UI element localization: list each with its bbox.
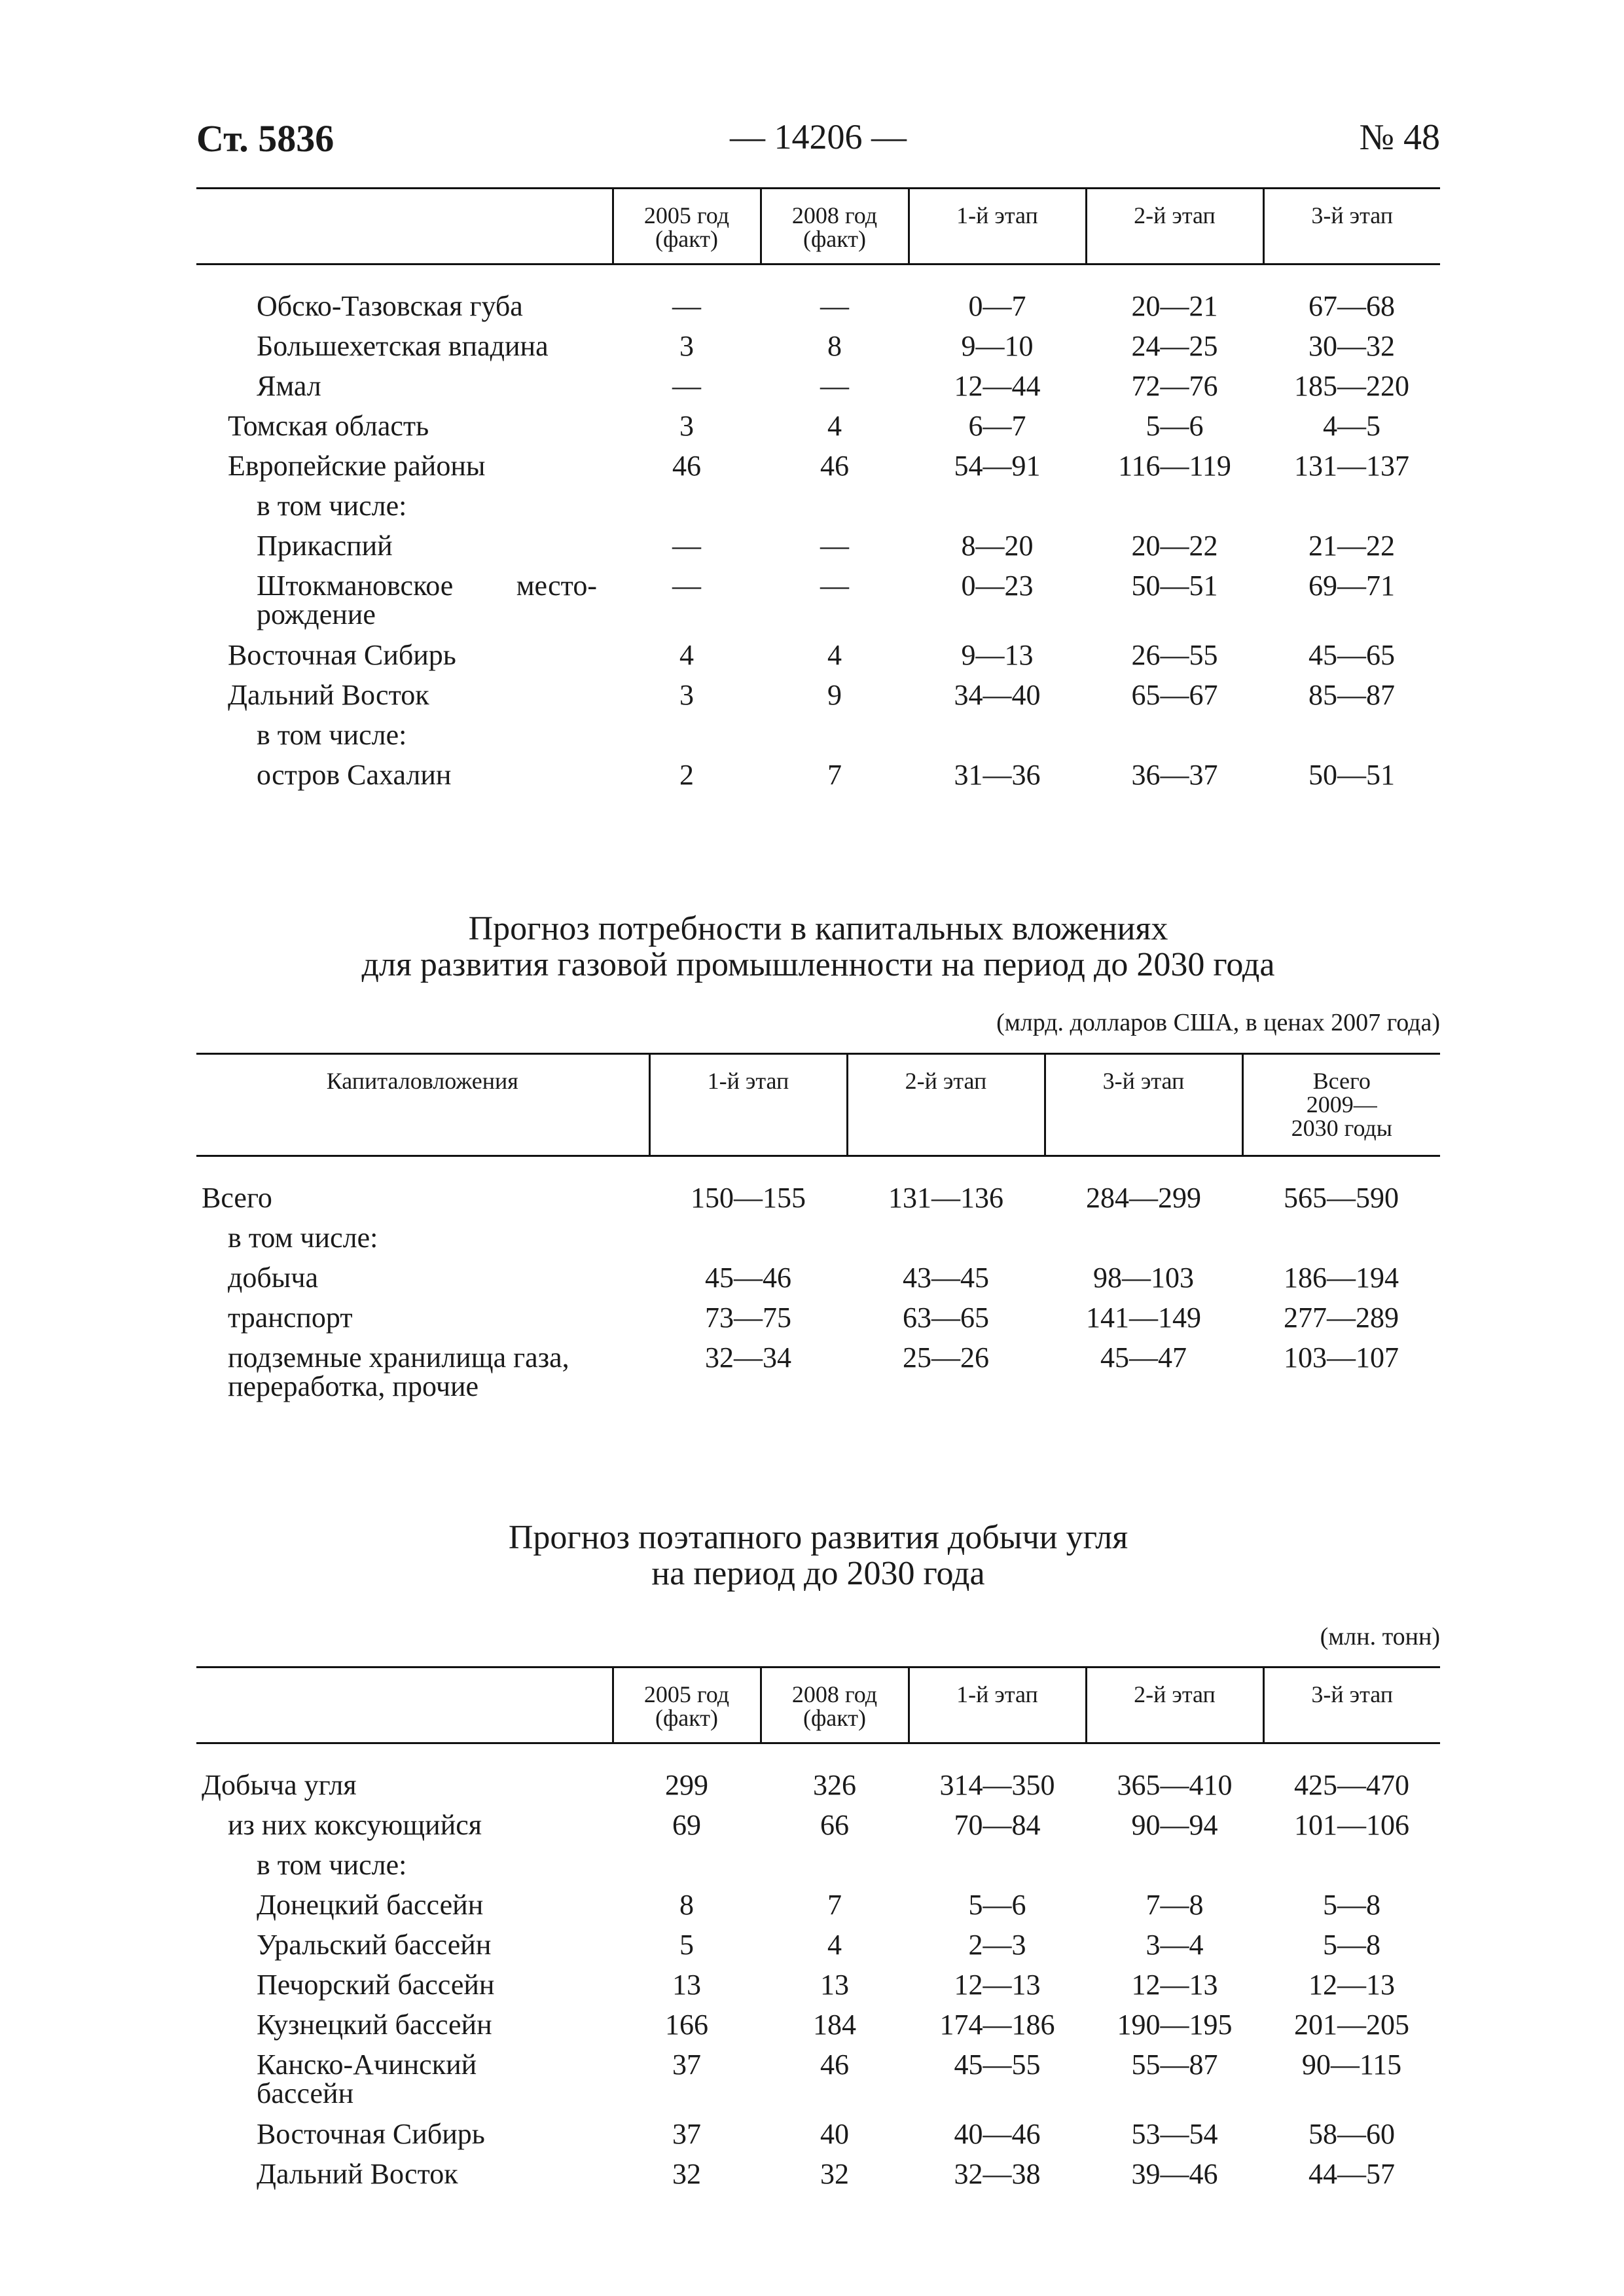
gas-production-table	[196, 187, 1440, 801]
col-header-blank	[196, 189, 613, 264]
table-row: Печорский бассейн 13 13 12—13 12—13 12—13	[257, 1968, 1395, 2001]
investment-units-note: (млрд. долларов США, в ценах 2007 года)	[996, 1009, 1440, 1036]
table-row: Ямал — — 12—44 72—76 185—220	[257, 369, 1409, 402]
col-header-2005: 2005 год (факт)	[613, 189, 761, 264]
article-number: Ст. 5836	[196, 117, 334, 160]
table-row: Томская область 3 4 6—7 5—6 4—5	[228, 409, 1380, 442]
coal-section-title: Прогноз поэтапного развития добычи угля на период до 2030 года	[508, 1519, 1128, 1592]
coal-production-table	[196, 1666, 1440, 2200]
page-header	[196, 117, 1440, 169]
col-header-stage1: 1-й этап	[909, 1667, 1086, 1743]
col-header-stage3: 3-й этап	[1263, 189, 1440, 264]
col-header-blank	[196, 1667, 613, 1743]
table-row: Прикаспий — — 8—20 20—22 21—22	[257, 529, 1395, 562]
table-row: Штокмановское место- рождение — — 0—23 50—51 69—71	[257, 569, 1395, 630]
table-row: Обско-Тазовская губа — — 0—7 20—21 67—68	[257, 289, 1395, 322]
col-header-stage2: 2-й этап	[847, 1054, 1045, 1156]
col-header-total: Всего 2009— 2030 годы	[1242, 1054, 1440, 1156]
table-row: Большехетская впадина 3 8 9—10 24—25 30—32	[257, 329, 1395, 362]
col-header-stage1: 1-й этап	[649, 1054, 847, 1156]
col-header-2008: 2008 год (факт)	[761, 1667, 909, 1743]
table-row: Всего 150—155 131—136 284—299 565—590	[202, 1181, 1399, 1214]
coal-units-note: (млн. тонн)	[1320, 1623, 1440, 1650]
table-row: подземные хранилища газа, переработка, прочие 32—34 25—26 45—47 103—107	[228, 1341, 1399, 1402]
table-row: транспорт 73—75 63—65 141—149 277—289	[228, 1301, 1399, 1334]
table-row: Кузнецкий бассейн 166 184 174—186 190—195 201—205	[257, 2008, 1409, 2041]
table-row: Восточная Сибирь 37 40 40—46 53—54 58—60	[257, 2117, 1395, 2150]
table-row: в том числе:	[257, 718, 407, 751]
table-row: в том числе:	[257, 1848, 407, 1881]
table-row: в том числе:	[257, 489, 407, 522]
table-row: Донецкий бассейн 8 7 5—6 7—8 5—8	[257, 1888, 1380, 1921]
table-row: Добыча угля 299 326 314—350 365—410 425—470	[202, 1768, 1409, 1801]
col-header-stage2: 2-й этап	[1086, 1667, 1263, 1743]
issue-number: № 48	[1359, 117, 1440, 158]
col-header-stage3: 3-й этап	[1045, 1054, 1242, 1156]
table-row: Дальний Восток 32 32 32—38 39—46 44—57	[257, 2157, 1395, 2190]
col-header-stage1: 1-й этап	[909, 189, 1086, 264]
col-header-investment: Капиталовложения	[196, 1054, 649, 1156]
col-header-stage3: 3-й этап	[1263, 1667, 1440, 1743]
investment-table	[196, 1053, 1440, 1413]
table-row: Уральский бассейн 5 4 2—3 3—4 5—8	[257, 1928, 1380, 1961]
table-row: добыча 45—46 43—45 98—103 186—194	[228, 1261, 1399, 1294]
col-header-2005: 2005 год (факт)	[613, 1667, 761, 1743]
table-row: Дальний Восток 3 9 34—40 65—67 85—87	[228, 678, 1395, 711]
table-row: Восточная Сибирь 4 4 9—13 26—55 45—65	[228, 638, 1395, 671]
table-row: остров Сахалин 2 7 31—36 36—37 50—51	[257, 758, 1395, 791]
col-header-stage2: 2-й этап	[1086, 189, 1263, 264]
col-header-2008: 2008 год (факт)	[761, 189, 909, 264]
table-row: в том числе:	[228, 1221, 378, 1254]
page-number: — 14206 —	[730, 117, 907, 156]
table-row: из них коксующийся 69 66 70—84 90—94 101—106	[228, 1808, 1409, 1841]
table-row: Канско-Ачинский бассейн 37 46 45—55 55—87 90—115	[257, 2048, 1402, 2109]
investment-section-title: Прогноз потребности в капитальных вложениях для развития газовой промышленности на период до 2030 года	[361, 910, 1275, 983]
table-row: Европейские районы 46 46 54—91 116—119 131—137	[228, 449, 1409, 482]
